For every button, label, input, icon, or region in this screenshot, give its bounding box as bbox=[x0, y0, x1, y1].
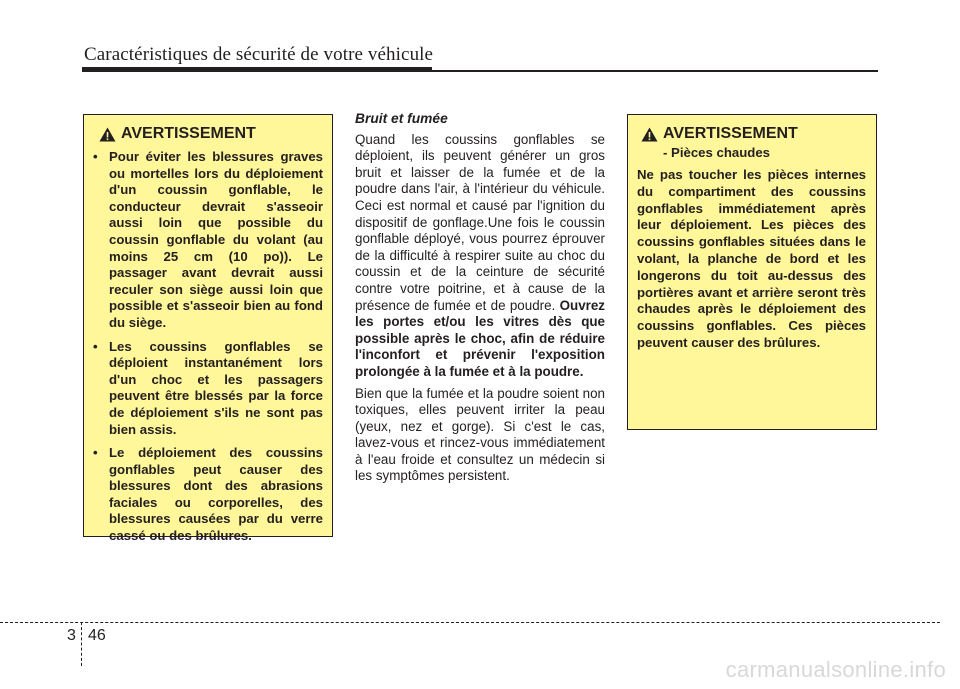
left-warning-box bbox=[83, 114, 333, 544]
section-heading: Bruit et fumée bbox=[355, 111, 448, 126]
right-warning-subtitle: - Pièces chaudes bbox=[663, 145, 771, 160]
left-warning-title: AVERTISSEMENT bbox=[121, 125, 256, 142]
chapter-number: 3 bbox=[67, 627, 76, 644]
list-item-text: Pour éviter les blessures graves ou mortelles lors du déploiement d'un coussin gonflable, le conducteur devrait s'asseoir aussi loin que possible du coussin gonflable du volant (au moins 25 cm (10 po)). Le passager avant devrait aussi reculer son siège aussi loin que possible et s'asseoir bien au fond du siège. bbox=[109, 149, 323, 330]
paragraph-2: Bien que la fumée et la poudre soient non toxiques, elles peuvent irriter la peau (yeux, nez et gorge). Si c'est le cas, lavez-vous et rincez-vous immédiatement à l'eau froide et consultez un médecin si les symptômes persistent. bbox=[355, 385, 605, 484]
list-item bbox=[92, 445, 323, 545]
bullet-icon: • bbox=[93, 149, 98, 164]
right-warning-header bbox=[637, 125, 866, 143]
footer-dashed-rule bbox=[0, 622, 940, 623]
smoke-noise-section bbox=[355, 111, 605, 490]
paragraph-1 bbox=[355, 132, 605, 381]
header-rule-thick bbox=[82, 67, 432, 72]
bullet-icon: • bbox=[93, 338, 98, 354]
header-title: Caractéristiques de sécurité de votre véhicule bbox=[84, 44, 434, 65]
footer-dashed-separator bbox=[81, 622, 82, 666]
watermark: carmanualsonline.info bbox=[725, 657, 946, 682]
list-item bbox=[92, 149, 323, 332]
list-item-text: Les coussins gonflables se déploient instantanément lors d'un choc et les passagers peuvent être blessés par la force de déploiement s'ils ne sont pas bien assis. bbox=[109, 338, 323, 437]
right-warning-box bbox=[627, 114, 877, 430]
header-rule-thin bbox=[430, 70, 878, 72]
right-warning-title: AVERTISSEMENT bbox=[663, 125, 798, 142]
left-warning-list bbox=[92, 149, 323, 545]
list-item-text: Le déploiement des coussins gonflables peut causer des blessures dont des abrasions faciales ou corporelles, des blessures causées par du verre cassé ou des brûlures. bbox=[109, 445, 323, 544]
page-number: 46 bbox=[88, 627, 106, 644]
left-warning-header bbox=[92, 125, 323, 143]
warning-triangle-icon bbox=[641, 127, 658, 142]
paragraph-1-emphasis: Ouvrez les portes et/ou les vitres dès que possible après le choc, afin de réduire l'inconfort et prévenir l'exposition prolongée à la fumée et à la poudre. bbox=[355, 297, 605, 379]
warning-triangle-icon bbox=[99, 127, 116, 142]
right-warning-body: Ne pas toucher les pièces internes du compartiment des coussins gonflables immédiatement après leur déploiement. Les pièces des coussins gonflables situées dans le volant, la planche de bord et les longerons du toit au-dessus des portières avant et arrière seront très chaudes après le déploiement des coussins gonflables. Ces pièces peuvent causer des brûlures. bbox=[637, 167, 866, 350]
list-item bbox=[92, 339, 323, 439]
bullet-icon: • bbox=[93, 445, 98, 461]
paragraph-1-text: Quand les coussins gonflables se déploient, ils peuvent générer un gros bruit et laisser de la fumée et de la poudre dans l'air, à l'intérieur du véhicule. Ceci est normal et causé par l'ignition du dispositif de gonflage.Une fois le coussin gonflable déployé, vous pourrez éprouver de la difficulté à respirer suite au choc du coussin et de la ceinture de sécurité contre votre poitrine, et à cause de la présence de fumée et de poudre. bbox=[355, 131, 605, 313]
